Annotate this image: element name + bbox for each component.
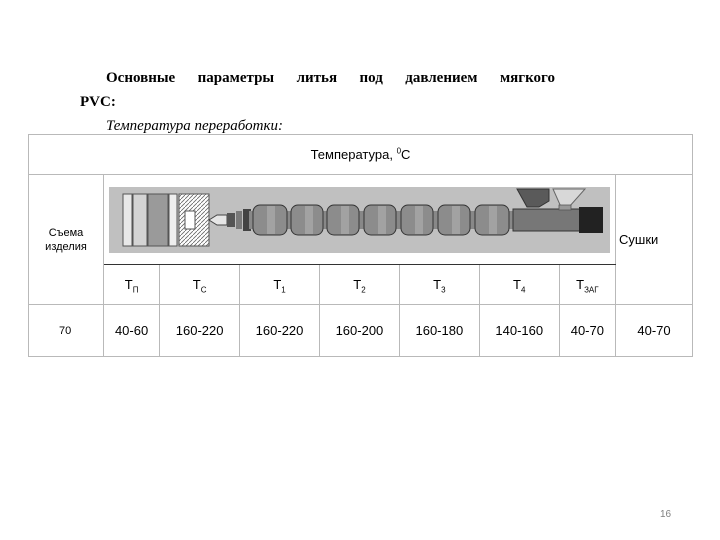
zone-t4: $Т_4$ (479, 265, 559, 305)
temperature-header-cell (29, 135, 693, 175)
slide-heading (80, 66, 555, 138)
mold-cavity (185, 211, 195, 229)
page-number: 16 (660, 509, 672, 520)
value-drying: 40-70 (616, 305, 693, 357)
value-t2: 160-200 (319, 305, 399, 357)
value-tc: 160-220 (160, 305, 240, 357)
injection-machine-diagram (109, 187, 610, 253)
mold-plate-left (123, 194, 132, 246)
mold-plate-middle (133, 194, 147, 246)
value-removal: 70 (29, 305, 104, 357)
drive-end (579, 207, 603, 233)
nozzle-ring-2 (236, 211, 242, 229)
diagram-row (29, 175, 693, 265)
nozzle-ring-1 (227, 213, 235, 227)
value-tp: 40-60 (104, 305, 160, 357)
value-tzag: 40-70 (559, 305, 615, 357)
diagram-cell (104, 175, 616, 265)
zone-tp: $Т_П$ (104, 265, 160, 305)
mold-plate-light (169, 194, 177, 246)
zone-tzag: $Т_{ЗАГ}$ (559, 265, 615, 305)
zone-tc: $Т_С$ (160, 265, 240, 305)
slide-subtitle: Температура переработки: (106, 118, 283, 134)
temperature-parameters-table (28, 134, 693, 357)
mold-plate-dark (148, 194, 168, 246)
zone-t1: $Т_1$ (240, 265, 320, 305)
temperature-unit: С (401, 147, 411, 162)
zone-t3: $Т_3$ (399, 265, 479, 305)
value-t3: 160-180 (399, 305, 479, 357)
value-t1: 160-220 (240, 305, 320, 357)
removal-label-cell (29, 175, 104, 305)
slide-title-line1: Основные параметры литья под давлением мягкого (106, 70, 555, 86)
removal-label: Съема изделия (45, 226, 87, 253)
values-row (29, 305, 693, 357)
table-header-row (29, 135, 693, 175)
slide-title-line2: PVC: (80, 94, 116, 110)
hopper-throat (559, 205, 571, 210)
zone-labels-row (29, 265, 693, 305)
temperature-header-label: Температура, (310, 147, 393, 162)
degree-superscript: 0 (396, 146, 402, 156)
drying-label-cell (616, 175, 693, 305)
zone-t2: $Т_2$ (319, 265, 399, 305)
drying-label: Сушки (619, 232, 659, 247)
value-t4: 140-160 (479, 305, 559, 357)
